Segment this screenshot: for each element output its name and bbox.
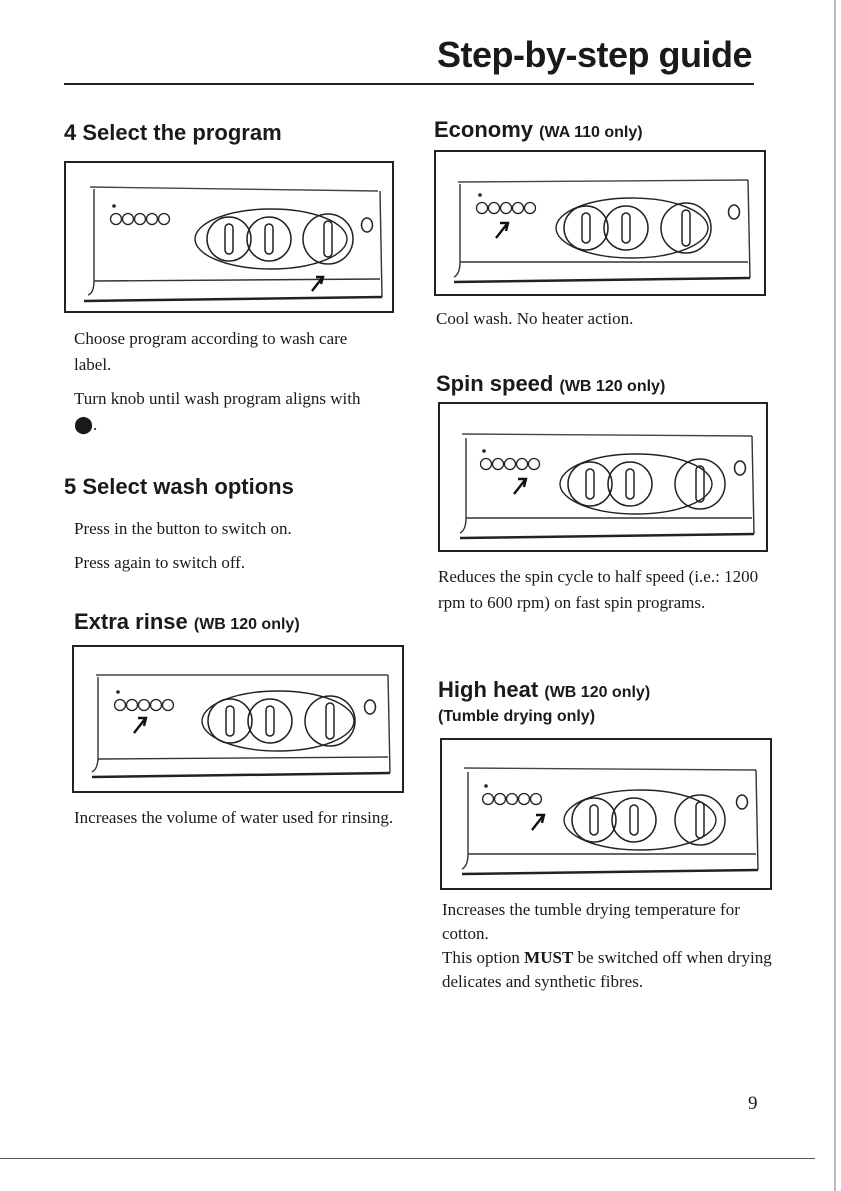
knob-grip xyxy=(582,213,590,243)
indicator-light xyxy=(483,794,494,805)
panel-base-line xyxy=(454,278,750,282)
panel-bottom-line xyxy=(98,757,388,759)
indicator-dot xyxy=(482,449,486,453)
power-button xyxy=(735,461,746,475)
page-number: 9 xyxy=(748,1093,758,1114)
panel-right-line xyxy=(752,436,754,534)
indicator-light xyxy=(147,214,158,225)
knob-grip xyxy=(265,224,273,254)
panel-base-line xyxy=(84,297,382,301)
extra-rinse-note: (WB 120 only) xyxy=(193,616,300,633)
knob-grip xyxy=(682,210,690,246)
arrow-icon xyxy=(514,479,526,494)
high-heat-subheading: (Tumble drying only) xyxy=(438,708,596,725)
indicator-light xyxy=(501,203,512,214)
knob-grip xyxy=(266,706,274,736)
indicator-light xyxy=(489,203,500,214)
indicator-light xyxy=(505,459,516,470)
panel-base-line xyxy=(92,773,390,777)
knob-grip xyxy=(324,221,332,257)
indicator-dot xyxy=(484,784,488,788)
panel-top-line xyxy=(458,180,748,182)
indicator-light xyxy=(163,700,174,711)
indicator-light xyxy=(111,214,122,225)
control-panel-program xyxy=(64,161,396,315)
high-heat-text xyxy=(442,898,772,994)
control-panel-extra-rinse xyxy=(72,645,406,795)
high-heat-note: (WB 120 only) xyxy=(544,684,651,701)
panel-curve xyxy=(462,772,468,869)
indicator-light xyxy=(477,203,488,214)
panel-curve xyxy=(92,677,98,772)
power-button xyxy=(365,700,376,714)
control-panel-illustration xyxy=(438,402,770,554)
arrow-icon xyxy=(532,815,544,830)
wash-options-line: Press again to switch off. xyxy=(74,553,246,572)
select-program-text xyxy=(74,326,384,438)
panel-top-line xyxy=(90,187,378,191)
control-panel-illustration xyxy=(440,738,774,892)
select-program-line: Choose program according to wash care label. xyxy=(74,329,348,374)
indicator-lights xyxy=(481,459,540,470)
power-button xyxy=(362,218,373,232)
indicator-light xyxy=(495,794,506,805)
indicator-light xyxy=(139,700,150,711)
indicator-light xyxy=(529,459,540,470)
panel-frame xyxy=(65,162,393,312)
high-heat-line: Increases the tumble drying temperature for cotton. xyxy=(442,900,740,943)
control-panel-spin-speed xyxy=(438,402,770,554)
indicator-light xyxy=(513,203,524,214)
economy-note: (WA 110 only) xyxy=(539,124,643,141)
power-button xyxy=(737,795,748,809)
knob-grip xyxy=(696,802,704,838)
wash-options-line: Press in the button to switch on. xyxy=(74,519,292,538)
arrow-icon xyxy=(496,223,508,238)
knob-grip xyxy=(226,706,234,736)
panel-curve xyxy=(460,438,466,533)
control-panel-high-heat xyxy=(440,738,774,892)
knob-grip xyxy=(225,224,233,254)
indicator-lights xyxy=(115,700,174,711)
bottom-rule xyxy=(0,1158,815,1159)
indicator-light xyxy=(127,700,138,711)
spin-speed-title: Spin speed xyxy=(436,371,554,396)
wash-options-text xyxy=(74,516,384,576)
title-rule xyxy=(64,83,754,85)
power-button xyxy=(729,205,740,219)
extra-rinse-heading xyxy=(74,609,300,635)
indicator-light xyxy=(531,794,542,805)
knob-grip xyxy=(586,469,594,499)
extra-rinse-title: Extra rinse xyxy=(74,609,188,634)
knob-grip xyxy=(626,469,634,499)
panel-right-line xyxy=(380,191,382,297)
panel-frame xyxy=(435,151,765,295)
panel-curve xyxy=(454,184,460,277)
control-panel-illustration xyxy=(434,150,768,298)
panel-right-line xyxy=(756,770,758,870)
high-heat-warning: This option MUST be switched off when drying delicates and synthetic fibres. xyxy=(442,948,772,991)
select-program-line: Turn knob until wash program aligns with ⬤. xyxy=(74,389,361,434)
panel-right-line xyxy=(388,675,390,773)
high-heat-heading xyxy=(438,677,650,703)
panel-top-line xyxy=(462,434,752,436)
panel-curve xyxy=(88,189,94,295)
economy-title: Economy xyxy=(434,117,534,142)
panel-frame xyxy=(441,739,771,889)
indicator-light xyxy=(123,214,134,225)
control-panel-illustration xyxy=(72,645,406,795)
panel-bottom-line xyxy=(94,279,380,281)
indicator-light xyxy=(525,203,536,214)
panel-right-line xyxy=(748,180,750,278)
indicator-dot xyxy=(116,690,120,694)
economy-heading xyxy=(434,117,643,143)
high-heat-title: High heat xyxy=(438,677,539,702)
indicator-light xyxy=(135,214,146,225)
indicator-lights xyxy=(477,203,536,214)
indicator-light xyxy=(481,459,492,470)
extra-rinse-text: Increases the volume of water used for rinsing. xyxy=(74,808,394,827)
knob-grip xyxy=(622,213,630,243)
indicator-dot xyxy=(112,204,116,208)
select-program-heading: 4 Select the program xyxy=(64,120,282,145)
panel-base-line xyxy=(460,534,754,538)
control-panel-economy xyxy=(434,150,768,298)
panel-top-line xyxy=(464,768,756,770)
knob-grip xyxy=(326,703,334,739)
spin-speed-heading xyxy=(436,371,665,397)
page-edge xyxy=(834,0,836,1191)
indicator-light xyxy=(115,700,126,711)
spin-speed-note: (WB 120 only) xyxy=(559,378,666,395)
arrow-icon xyxy=(134,718,146,733)
knob-grip xyxy=(696,466,704,502)
indicator-lights xyxy=(483,794,542,805)
control-panel-illustration xyxy=(64,161,396,315)
indicator-light xyxy=(519,794,530,805)
wash-options-heading: 5 Select wash options xyxy=(64,474,294,499)
knob-grip xyxy=(630,805,638,835)
spin-speed-text: Reduces the spin cycle to half speed (i.e.: 1200 rpm to 600 rpm) on fast spin programs. xyxy=(438,567,759,612)
indicator-light xyxy=(159,214,170,225)
panel-base-line xyxy=(462,870,758,874)
panel-frame xyxy=(439,403,767,551)
indicator-light xyxy=(507,794,518,805)
indicator-light xyxy=(517,459,528,470)
indicator-light xyxy=(151,700,162,711)
indicator-lights xyxy=(111,214,170,225)
knob-grip xyxy=(590,805,598,835)
indicator-dot xyxy=(478,193,482,197)
page-title: Step-by-step guide xyxy=(436,34,752,75)
alignment-dot-icon: ⬤ xyxy=(74,415,94,434)
economy-text: Cool wash. No heater action. xyxy=(436,309,634,328)
indicator-light xyxy=(493,459,504,470)
must-emphasis: MUST xyxy=(524,948,574,967)
